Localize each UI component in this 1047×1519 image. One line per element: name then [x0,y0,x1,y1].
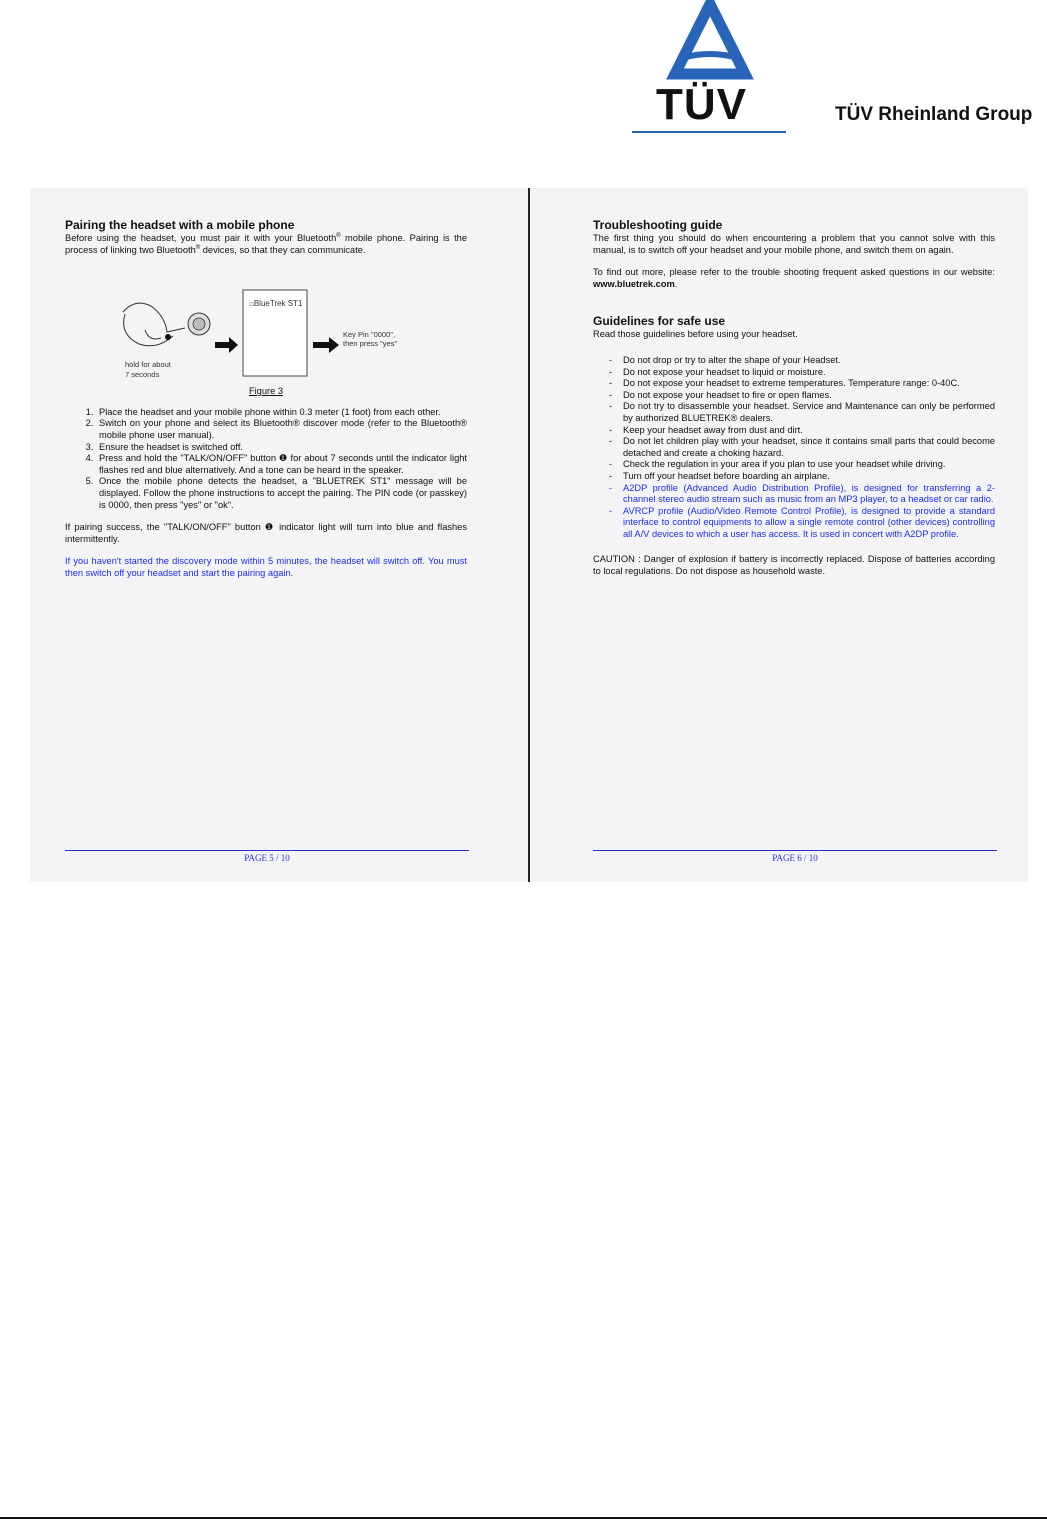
list-item: 5. Once the mobile phone detects the headset, a "BLUETREK ST1" message will be displayed. Follow the phone instructions to accept the pairing. The PIN code (or passkey) is 0000, then press "yes" or "ok". [96,476,467,511]
pairing-intro: Before using the headset, you must pair it with your Bluetooth® mobile phone. Pairing is the process of linking two Bluetooth® devices, so that they can communicate. [65,232,467,255]
pairing-success-note: If pairing success, the "TALK/ON/OFF" button ❶ indicator light will turn into blue and flashes intermittently. [65,522,467,544]
pairing-steps [65,407,467,511]
more-info-text: To find out more, please refer to the trouble shooting frequent asked questions in our website: www.bluetrek.com. [593,267,995,289]
page-right [593,218,995,578]
troubleshooting-title: Troubleshooting guide [593,218,723,232]
page-divider [528,188,530,882]
safe-use-intro: Read those guidelines before using your headset. [593,329,798,340]
list-item: 3. Ensure the headset is switched off. [96,442,467,454]
guidelines-list [593,355,995,541]
footer-rule-left [65,850,469,851]
pairing-title: Pairing the headset with a mobile phone [65,218,295,232]
safe-use-title: Guidelines for safe use [593,314,726,329]
website-link[interactable]: www.bluetrek.com [593,278,675,289]
list-item: - Do not expose your headset to liquid or moisture. [609,367,995,379]
list-item: 4. Press and hold the "TALK/ON/OFF" button ❶ for about 7 seconds until the indicator light flashes red and blue alternatively. And a tone can be heard in the speaker. [96,453,467,476]
list-item: - Do not expose your headset to fire or open flames. [609,390,995,402]
list-item: - AVRCP profile (Audio/Video Remote Control Profile), is designed to provide a standard interface to control equipments to allow a single remote control (other devices) controlling all A/V devices to which a user has access. It is used in concert with A2DP profile. [609,506,995,541]
list-item: - Do not drop or try to alter the shape of your Headset. [609,355,995,367]
key-pin-label: Key Pin "0000", then press "yes" [343,330,398,349]
logo-wordmark: TÜV [656,80,747,129]
pairing-timeout-note: If you haven't started the discovery mode within 5 minutes, the headset will switch off. You must then switch off your headset and start the pairing again. [65,556,467,578]
phone-screen-label: ⌂BlueTrek ST1 [249,299,303,309]
list-item: - A2DP profile (Advanced Audio Distribution Profile), is designed for transferring a 2-channel stereo audio stream such as music from an MP3 player, to a headset or car radio. [609,483,995,506]
hold-label: hold for about 7 seconds [125,360,171,380]
page-number-left: PAGE 5 / 10 [244,853,290,863]
list-item: 1. Place the headset and your mobile phone within 0.3 meter (1 foot) from each other. [96,407,467,419]
figure-caption: Figure 3 [248,386,284,397]
logo-underline [632,131,786,133]
page-left [65,218,467,580]
list-item: 2. Switch on your phone and select its Bluetooth® discover mode (refer to the Bluetooth® mobile phone user manual). [96,418,467,441]
troubleshooting-text: The first thing you should do when encountering a problem that you cannot solve with this manual, is to switch off your headset and your mobile phone, and switch them on again. [593,233,995,255]
group-name: TÜV Rheinland Group [835,104,1033,125]
list-item: - Keep your headset away from dust and dirt. [609,425,995,437]
list-item: - Do not let children play with your headset, since it contains small parts that could become detached and create a choking hazard. [609,436,995,459]
footer-rule-right [593,850,997,851]
list-item: - Check the regulation in your area if you plan to use your headset while driving. [609,459,995,471]
headset-glyph-icon: ⌂ [249,299,254,309]
page-number-right: PAGE 6 / 10 [772,853,818,863]
pairing-figure [65,284,467,384]
list-item: - Do not expose your headset to extreme temperatures. Temperature range: 0-40C. [609,378,995,390]
list-item: - Turn off your headset before boarding an airplane. [609,471,995,483]
list-item: - Do not try to disassemble your headset. Service and Maintenance can only be performed by authorized BLUETREK® dealers. [609,401,995,424]
caution-text: CAUTION : Danger of explosion if battery is incorrectly replaced. Dispose of batteries according to local regulations. Do not dispose as household waste. [593,554,995,577]
